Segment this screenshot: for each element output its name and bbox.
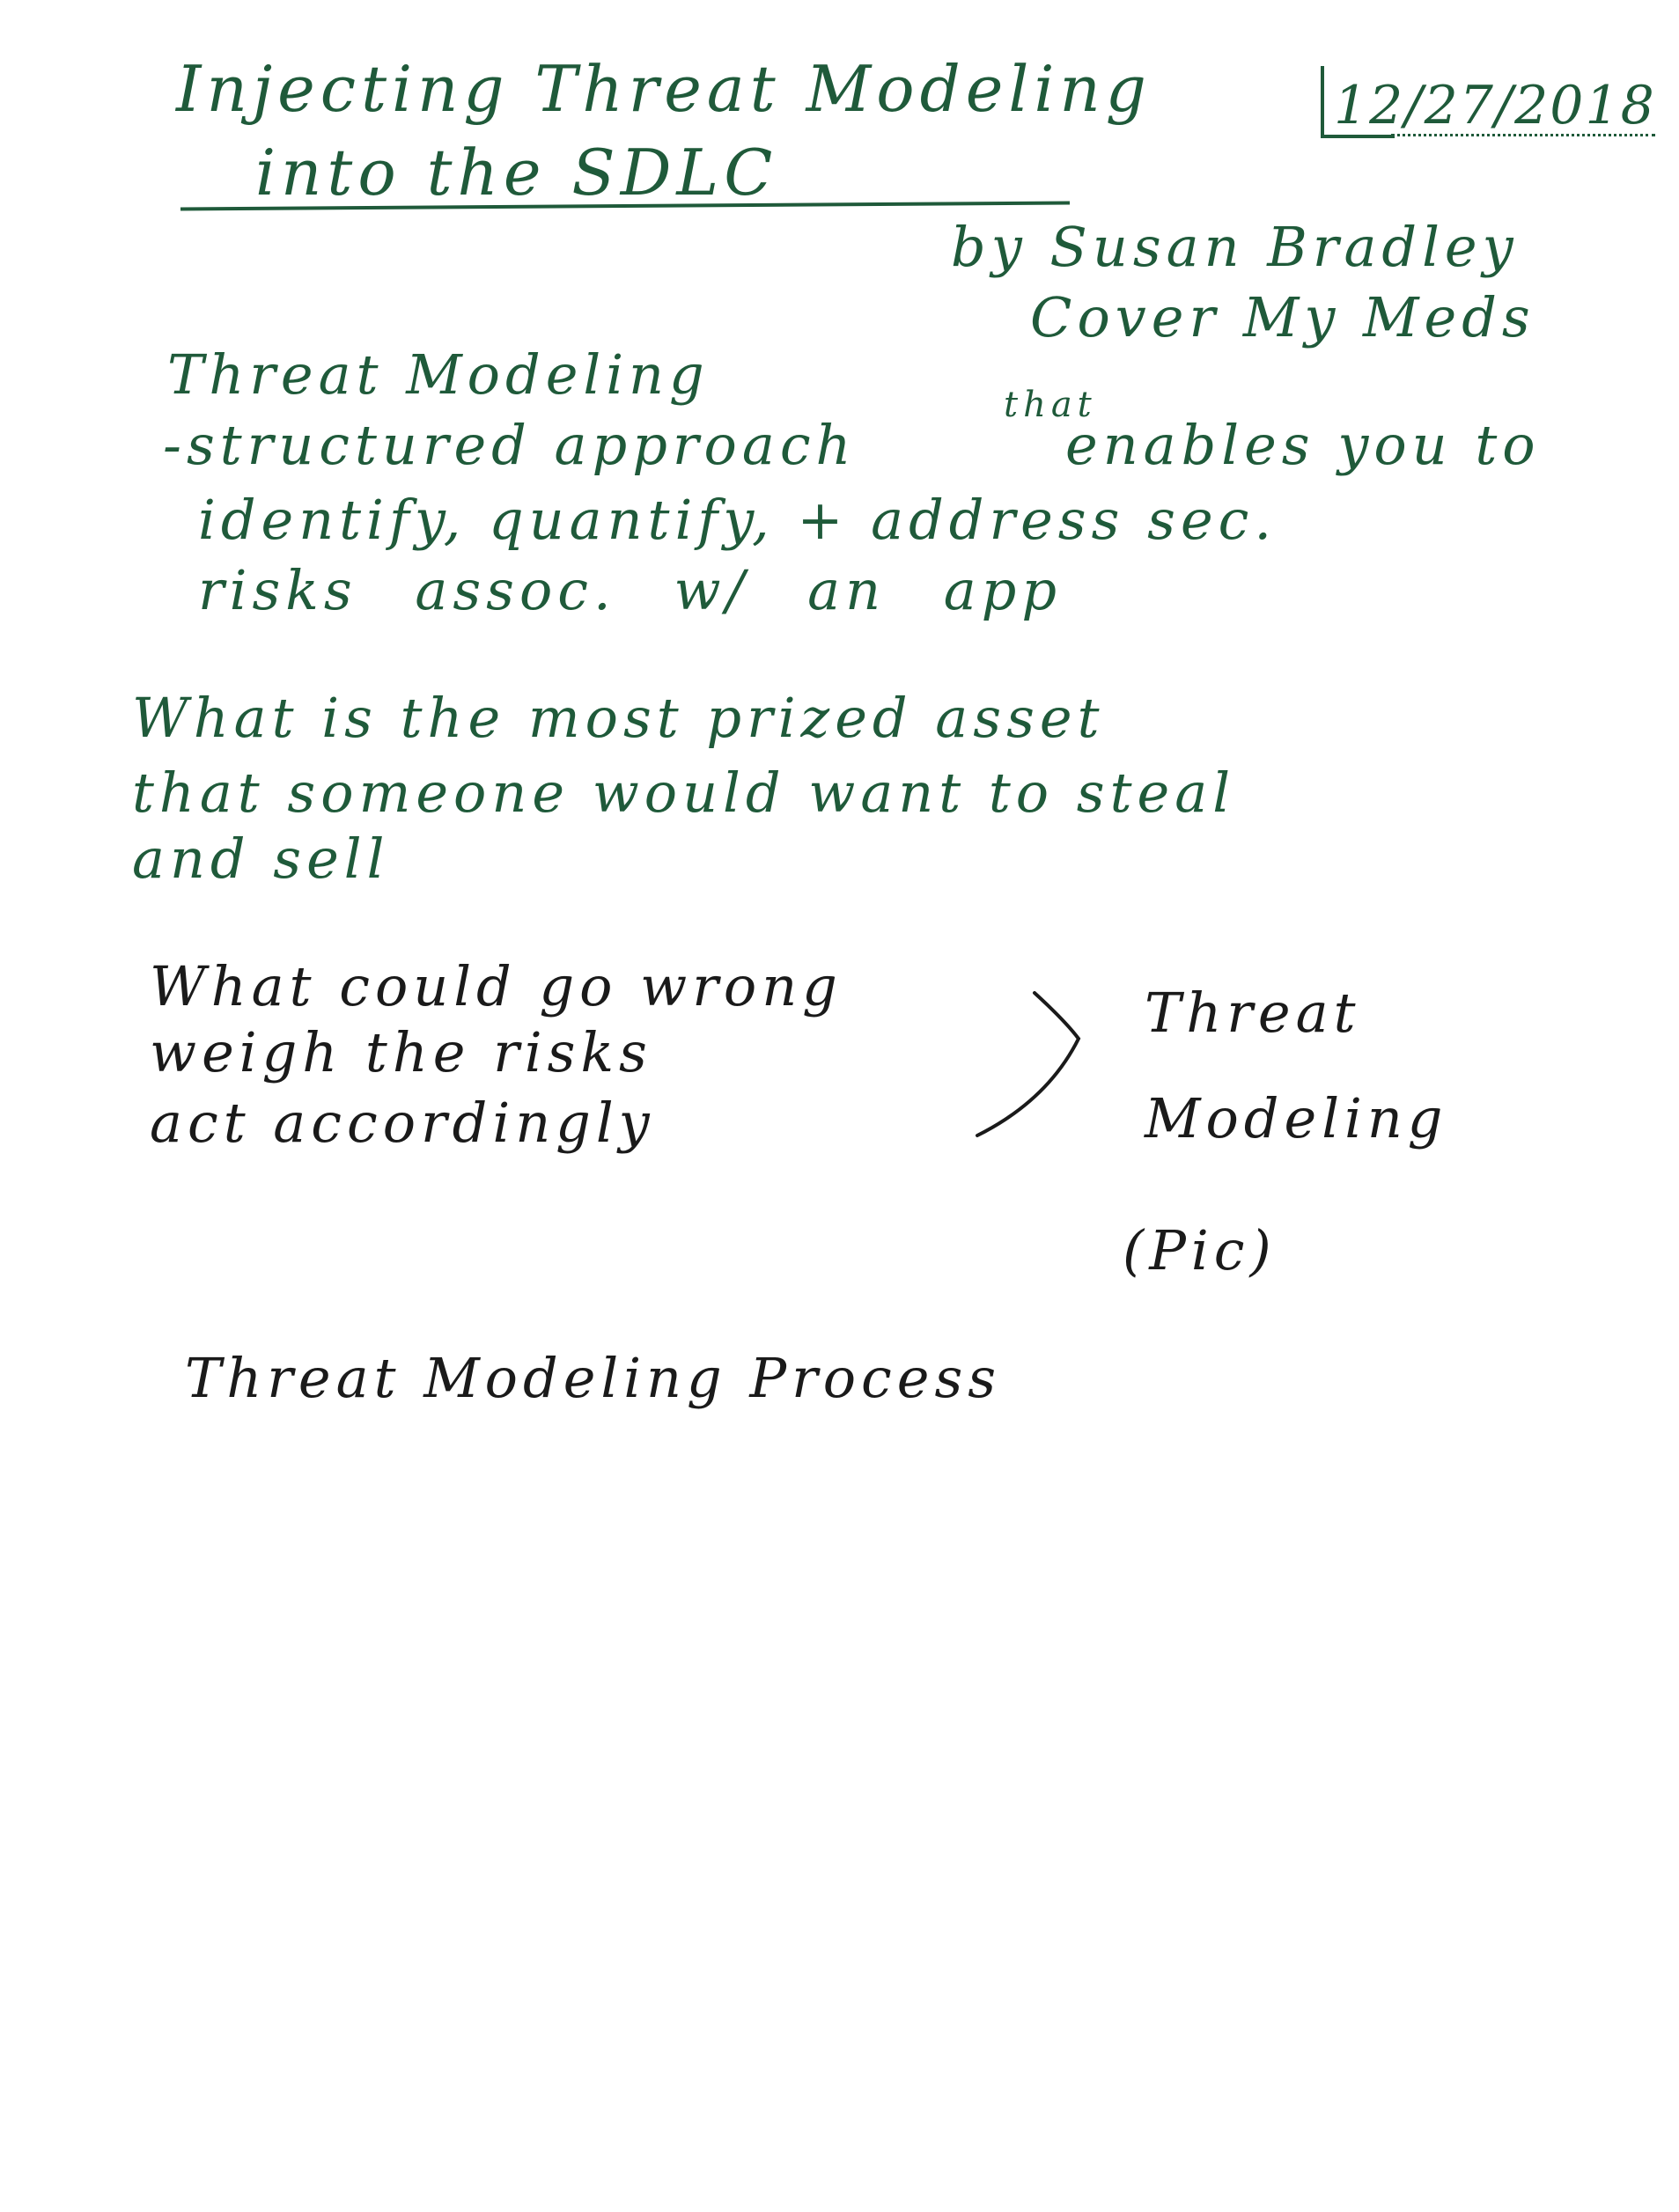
step-item-2: weigh the risks xyxy=(150,1020,652,1084)
step-item-3: act accordingly xyxy=(150,1091,655,1155)
date: 12/27/2018 xyxy=(1334,75,1656,136)
definition-line-1-start: -structured approach xyxy=(163,413,857,477)
definition-line-1-insert: that xyxy=(1004,385,1097,425)
definition-line-2: identify, quantify, + address sec. xyxy=(198,488,1278,552)
bracket-arrow-icon xyxy=(968,986,1092,1153)
title-line-1: Injecting Threat Modeling xyxy=(176,52,1152,126)
date-box-line xyxy=(1321,66,1395,138)
steps-note: (Pic) xyxy=(1123,1218,1277,1282)
byline-org: Cover My Meds xyxy=(1030,285,1535,349)
steps-result-line-1: Threat xyxy=(1145,981,1361,1045)
process-heading: Threat Modeling Process xyxy=(185,1346,1002,1410)
definition-heading: Threat Modeling xyxy=(167,342,710,407)
question-line-1: What is the most prized asset xyxy=(132,686,1105,750)
definition-line-1-end: enables you to xyxy=(1065,413,1541,477)
title-line-2: into the SDLC xyxy=(255,136,778,209)
step-item-1: What could go wrong xyxy=(150,954,843,1018)
question-line-3: and sell xyxy=(132,827,390,891)
steps-result-line-2: Modeling xyxy=(1145,1086,1448,1150)
date-underline xyxy=(1391,134,1655,136)
byline-name: by Susan Bradley xyxy=(951,215,1519,279)
question-line-2: that someone would want to steal xyxy=(132,761,1236,825)
definition-line-3: risks assoc. w/ an app xyxy=(198,558,1063,622)
